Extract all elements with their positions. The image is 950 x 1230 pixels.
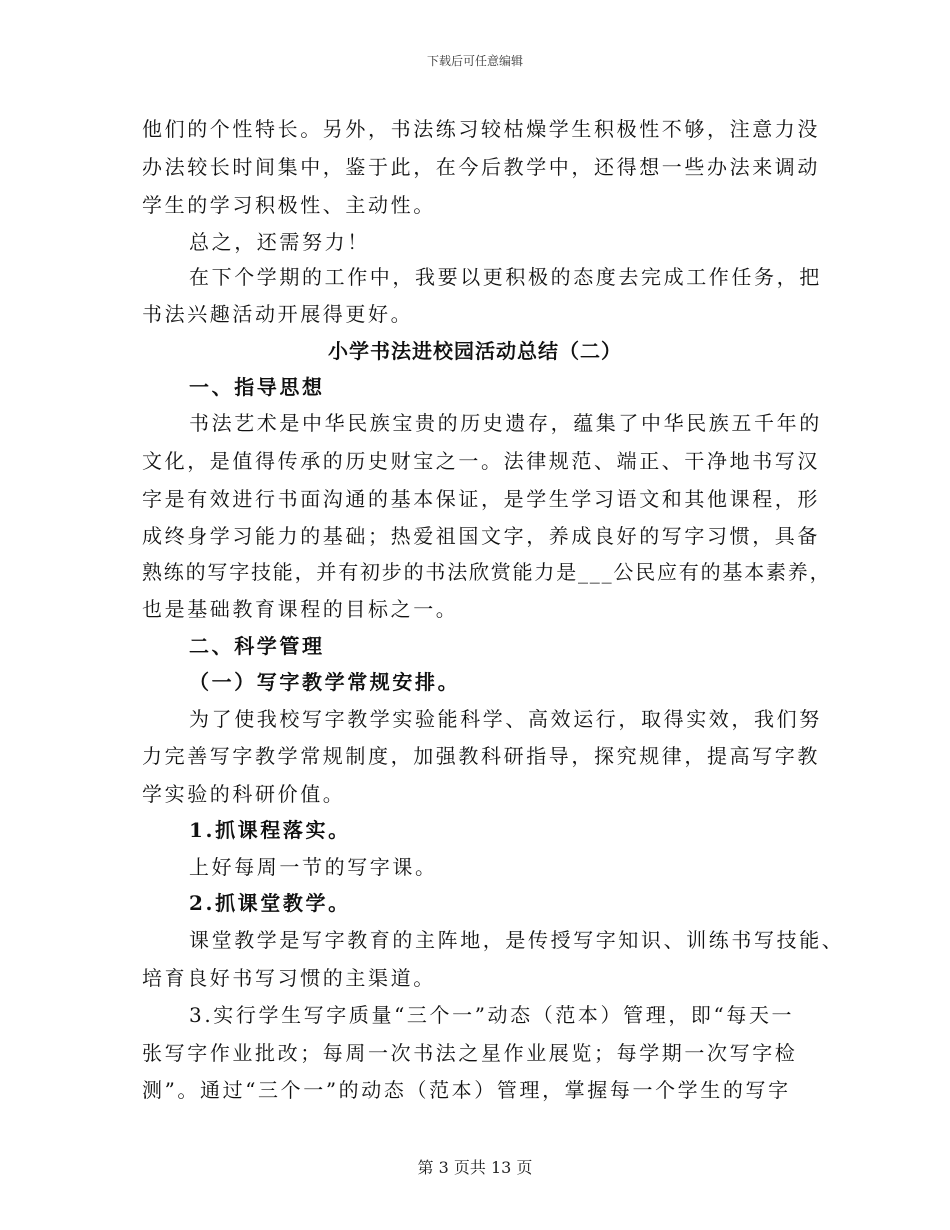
body-line: 也是基础教育课程的目标之一。	[142, 597, 459, 621]
section-title: 小学书法进校园活动总结（二）	[328, 339, 622, 363]
body-line: 学实验的科研价值。	[142, 782, 346, 806]
item-heading-1: 1.抓课程落实。	[189, 818, 351, 842]
body-line: 在下个学期的工作中，我要以更积极的态度去完成工作任务，把	[189, 265, 822, 289]
body-line: 书法兴趣活动开展得更好。	[142, 302, 414, 326]
body-line: 力完善写字教学常规制度，加强教科研指导，探究规律，提高写字教	[142, 744, 820, 768]
body-line: 上好每周一节的写字课。	[189, 855, 438, 879]
page-header: 下载后可任意编辑	[426, 54, 523, 68]
body-line: 培育良好书写习惯的主渠道。	[142, 966, 436, 990]
body-line: 总之，还需努力！	[189, 230, 370, 254]
heading-scientific-management: 二、科学管理	[189, 634, 325, 658]
body-line: 文化，是值得传承的历史财宝之一。法律规范、端正、干净地书写汉	[142, 449, 820, 473]
page-footer: 第 3 页共 13 页	[417, 1158, 533, 1177]
item-heading-2: 2.抓课堂教学。	[189, 891, 351, 915]
body-line: 成终身学习能力的基础；热爱祖国文字，养成良好的写字习惯，具备	[142, 524, 820, 548]
subheading-routine-arrangement: （一）写字教学常规安排。	[189, 670, 461, 694]
body-line: 张写字作业批改；每周一次书法之星作业展览；每学期一次写字检	[142, 1041, 798, 1065]
body-line: 办法较长时间集中，鉴于此，在今后教学中，还得想一些办法来调动	[142, 155, 820, 179]
body-line: 他们的个性特长。另外，书法练习较枯燥学生积极性不够，注意力没	[142, 117, 820, 141]
body-line: 为了使我校写字教学实验能科学、高效运行，取得实效，我们努	[189, 707, 822, 731]
body-line: 学生的学习积极性、主动性。	[142, 193, 436, 217]
heading-guiding-ideology: 一、指导思想	[189, 375, 325, 399]
body-line: 熟练的写字技能，并有初步的书法欣赏能力是___公民应有的基本素养，	[142, 560, 832, 584]
body-line: 3.实行学生写字质量“三个一”动态（范本）管理，即“每天一	[189, 1003, 795, 1027]
body-line: 字是有效进行书面沟通的基本保证，是学生学习语文和其他课程，形	[142, 487, 820, 511]
body-line: 书法艺术是中华民族宝贵的历史遗存，蕴集了中华民族五千年的	[189, 411, 822, 435]
body-line: 测”。通过“三个一”的动态（范本）管理，掌握每一个学生的写字	[142, 1078, 791, 1102]
body-line: 课堂教学是写字教育的主阵地，是传授写字知识、训练书写技能、	[189, 928, 845, 952]
